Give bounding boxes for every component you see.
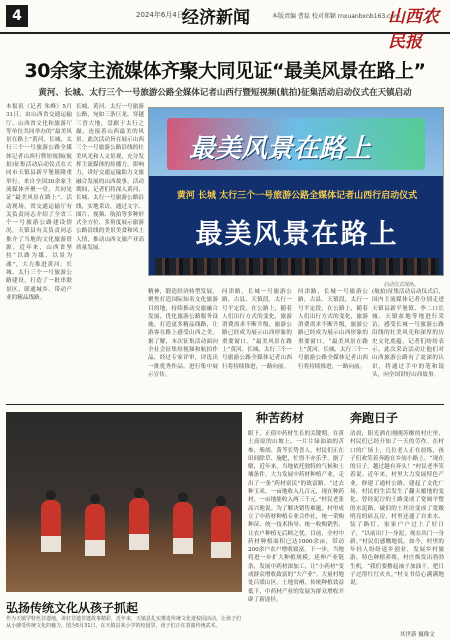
lead-photo <box>148 107 444 276</box>
lead-column-5: 问津路，长城一号旅游公路，古县、天镇段，太行一号平定段，在公路上，随着人们出行方式的变化，旅游消费需求不断升级，旅游公路已经成为展示山西形象的重要窗口。“最美风景在路上”黄河、长城、太行三个一号旅游公路全媒体记者山西行将持续推进，一路向前。 <box>298 289 368 370</box>
feature-caption: 作为天镇学特色非遗地，讲好非遗非遗故事精彩，近年来，天镇县扎实推进传统文化进校园活动，让孩子们从小感受传统文化的魅力。图为5月31日，在天镇县某小学的校园里，孩子们正在表演传统武术。 <box>6 616 242 629</box>
lead-column-2: 长城、黄河、太行一号旅游公路，宛如三条巨龙，穿越三晋大地，盘踞于太行之巅，连接着山西最美的风景。此次活动旨在展示山西三个一号旅游公路沿线的壮美风光和人文景观，充分发挥主流媒体的传播力、影响力，讲好交通运输助力文旅融合发展的山西故事。活动期间，记者们将深入黄河、长城、太行一号旅游公路沿线，实地采访，通过文字、图片、视频、航拍等多种形式全方位、多角度展示旅游公路沿线的美景美食和风土人情，推动山西文旅产业高质量发展。 <box>76 104 144 252</box>
page-number: 4 <box>6 5 28 27</box>
lead-column-3: 精神，锻造经济转型发展，聚焦打造国际知名文化旅游目的地，持续推动交旅融合发展，优化旅游公路服务设施，打造更多精品线路，让游客在路上感受山西之美。据了解，本次征集活动面向全社会征集短视频和航拍作品，经过专家评审，评选出一批优秀作品，进行集中展示宣传。 <box>148 289 218 378</box>
stage-title: 最美风景在路上 <box>195 219 399 250</box>
lead-subhead: 黄河、长城、太行三个一号旅游公路全媒体记者山西行暨短视频(航拍)征集活动启动仪式在天镇启动 <box>38 88 412 98</box>
page-header <box>0 0 450 52</box>
story-b-author: 其世新 摄像文 <box>400 632 435 638</box>
lead-column-4: 问津路，长城一号旅游公路，古县、天镇段，太行一号平定段，在公路上，随着人们出行方式的变化，旅游消费需求不断升级，旅游公路已经成为展示山西形象的重要窗口。“最美风景在路上”黄河、长城、太行三个一号旅游公路全媒体记者山西行将持续推进，一路向前。 <box>222 289 292 370</box>
story-b-body: 清晨，阳光洒在刚刚苏醒的村庄里，村民们已经开始了一天的劳作。在村口的广场上，几位老人正在晨练，孩子们欢笑着奔跑在乡间小路上。“现在的日子，越过越有奔头！”村民老李笑着说。近年来，村里大力发展特色产业，修建了通村公路，建起了文化广场，村民的生活发生了翻天覆地的变化。曾经泥泞的土路变成了宽阔平整的水泥路，破旧的土坯房变成了宽敞明亮的砖瓦房，村里还通了自来水、装了路灯，家家户户过上了好日子。“以前出门一身泥，现在出门一身新。”村民们感慨地说。如今，村里的年轻人纷纷返乡创业，发展乡村旅游、特色种植养殖，村庄焕发出勃勃生机。“我们要撸起袖子加油干，把日子过得红红火火。”村支书信心满满地说。 <box>350 431 444 587</box>
newspaper-logo: 山西农民报 <box>388 7 439 52</box>
photo-caption: 启动仪式现场。 <box>384 282 420 288</box>
stage-subtitle: 黄河 长城 太行三个一号旅游公路全媒体记者山西行启动仪式 <box>176 191 418 201</box>
story-b-title: 奔跑日子 <box>350 411 399 425</box>
editor-info: 本版责编 曹磊 校对郑颖 rnxuanbxnb163.com <box>272 13 400 20</box>
audience-silhouettes <box>155 258 439 276</box>
story-a-body: 眼下，正值中药材生长的关键期，在黄土高原的山坡上，一片片绿油油的苦参、柴胡、黄芩长势喜人。村民们正在田间除草、施肥，忙得不亦乐乎。据了解，近年来，当地依托独特的气候和土壤条件，大力发展中药材种植产业，走出了一条“药材富民”的致富路。“过去种玉米，一亩地收入几百元，现在种药材，一亩地能收入两三千元。”村民老张高兴地说。为了解决销售难题，村里成立了中药材种植专业合作社，统一采购种苗、统一技术指导、统一收购销售，让农户种植无后顾之忧。目前，全村中药材种植面积已达1000余亩，带动200余户农户增收致富。下一步，当地将进一步扩大种植规模，延伸产业链条，发展中药材深加工，让“小药材”变成群众增收致富的“大产业”。大量村地处吕梁山区，土地贫瘠，传统种植效益低下，中药材产业的发展为群众增收开辟了新途径。 <box>248 431 344 603</box>
lead-column-6: (航拍)征集活动启动仪式后，国内主流媒体记者分别走进天镇县新平堡镇、李二口长城、天镇盆地等地进行采访，感受长城一号旅游公路沿线的壮美风光和深厚的历史文化底蕴。记者们纷纷表示，此次采访活动让他们对山西旅游公路有了更深的认识，将通过手中的笔和镜头，向全国讲好山西故事。 <box>372 289 444 378</box>
section-divider <box>6 404 444 405</box>
banner-text: 最美风景在路上 <box>189 134 372 164</box>
feature-title: 弘扬传统文化从孩子抓起 <box>6 601 139 615</box>
section-title: 经济新闻 <box>182 8 250 28</box>
lead-headline: 30余家主流媒体齐聚大同见证“最美风景在路上” <box>24 60 426 82</box>
issue-date: 2024年6月4日 <box>136 11 184 19</box>
lead-column-1: 本报讯（记者 朱峰）5月31日，由山西省交通运输厅、山西省文化和旅游厅等单位共同举办的“最美风景在路上”黄河、长城、太行三个一号旅游公路全媒体记者山西行暨短视频(航拍)征集活动启动仪式在大同市天镇县新平堡镇隆重举行。来自全国30余家主流媒体齐聚一堂，共同见证“最美风景在路上”。活动现场，省交通运输厅有关负责同志介绍了全省三个一号旅游公路建设情况，天镇县有关负责同志推介了当地的文化旅游资源。近年来，山西省坚持“以路为媒、以景为魂”，大力推进黄河、长城、太行三个一号旅游公路建设，打造了一批串联景区、联通城乡、带动产业的精品线路。 <box>6 104 72 301</box>
story-a-title: 种苦药材 <box>256 411 305 425</box>
kids-martial-arts-photo <box>6 412 242 592</box>
